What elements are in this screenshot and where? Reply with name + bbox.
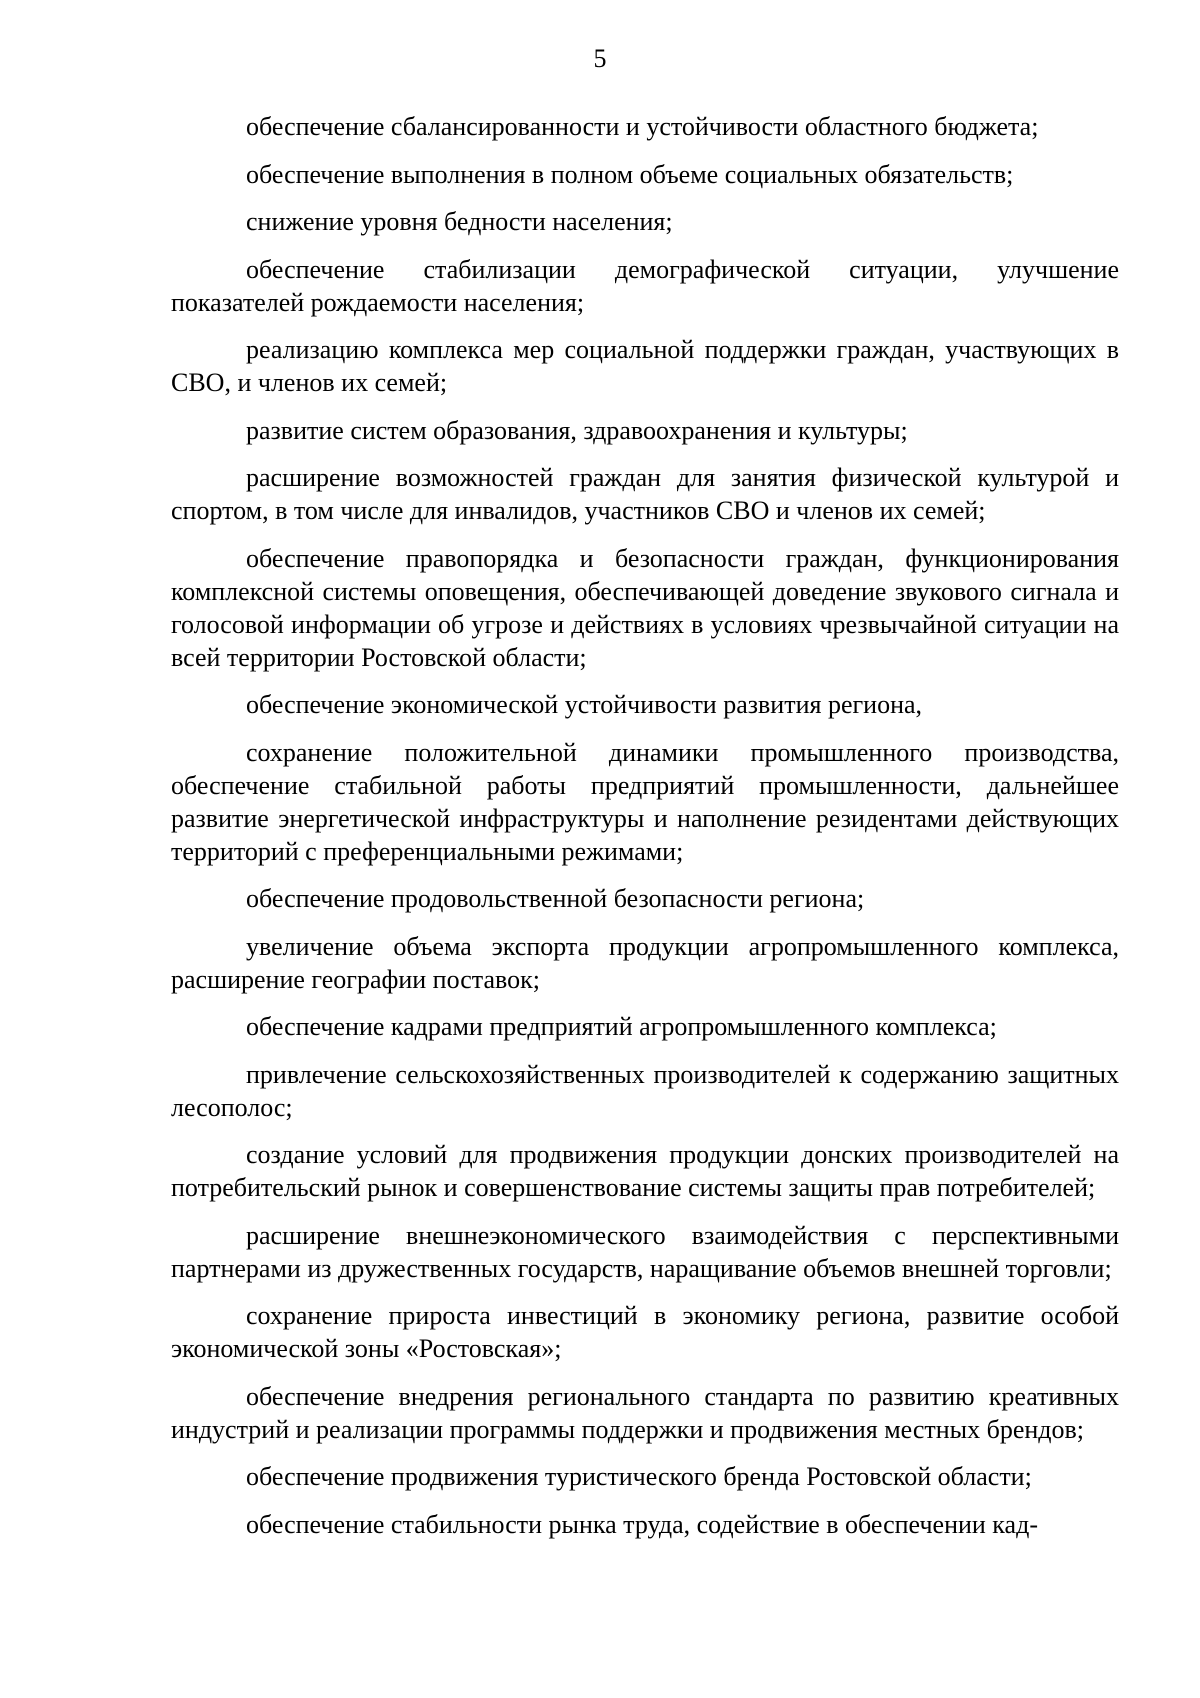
paragraph: расширение возможностей граждан для занятия физической культурой и спортом, в том числе для инвалидов, участников СВО и членов их семей; [171, 463, 1119, 525]
page-number: 5 [593, 44, 607, 73]
paragraph: обеспечение внедрения регионального стандарта по развитию креативных индустрий и реализации программы поддержки и продвижения местных брендов; [171, 1381, 1119, 1444]
paragraph: расширение внешнеэкономического взаимодействия с перспективными партнерами из дружественных государств, наращивание объемов внешней торговли; [171, 1220, 1119, 1283]
paragraph: обеспечение экономической устойчивости развития региона, [246, 690, 923, 719]
paragraph: реализацию комплекса мер социальной поддержки граждан, участвующих в СВО, и членов их семей; [171, 335, 1119, 397]
paragraph: обеспечение продовольственной безопасности региона; [246, 884, 865, 913]
paragraph: обеспечение кадрами предприятий агропромышленного комплекса; [246, 1012, 997, 1041]
paragraph: увеличение объема экспорта продукции агропромышленного комплекса, расширение географии поставок; [171, 931, 1119, 994]
paragraph: сохранение положительной динамики промышленного производства, обеспечение стабильной работы предприятий промышленности, дальнейшее развитие энергетической инфраструктуры и наполнение резидентами действующих территорий с преференциальными режимами; [171, 737, 1119, 866]
paragraph: обеспечение сбалансированности и устойчивости областного бюджета; [246, 112, 1039, 141]
paragraph: развитие систем образования, здравоохранения и культуры; [246, 415, 908, 445]
paragraph: снижение уровня бедности населения; [246, 207, 673, 236]
paragraph: обеспечение стабильности рынка труда, содействие в обеспечении кад- [246, 1509, 1038, 1539]
paragraph: создание условий для продвижения продукции донских производителей на потребительский рынок и совершенствование системы защиты прав потребителей; [171, 1140, 1119, 1202]
paragraph: обеспечение выполнения в полном объеме социальных обязательств; [246, 159, 1014, 189]
paragraph: сохранение прироста инвестиций в экономику региона, развитие особой экономической зоны «Ростовская»; [171, 1301, 1119, 1363]
paragraph: обеспечение продвижения туристического бренда Ростовской области; [246, 1462, 1032, 1491]
document-body [171, 110, 1119, 1555]
paragraph: привлечение сельскохозяйственных производителей к содержанию защитных лесополос; [171, 1059, 1119, 1122]
paragraph: обеспечение правопорядка и безопасности граждан, функционирования комплексной системы оповещения, обеспечивающей доведение звукового сигнала и голосовой информации об угрозе и действиях в условиях чрезвычайной ситуации на всей территории Ростовской области; [171, 543, 1119, 672]
paragraph: обеспечение стабилизации демографической ситуации, улучшение показателей рождаемости населения; [171, 254, 1119, 317]
